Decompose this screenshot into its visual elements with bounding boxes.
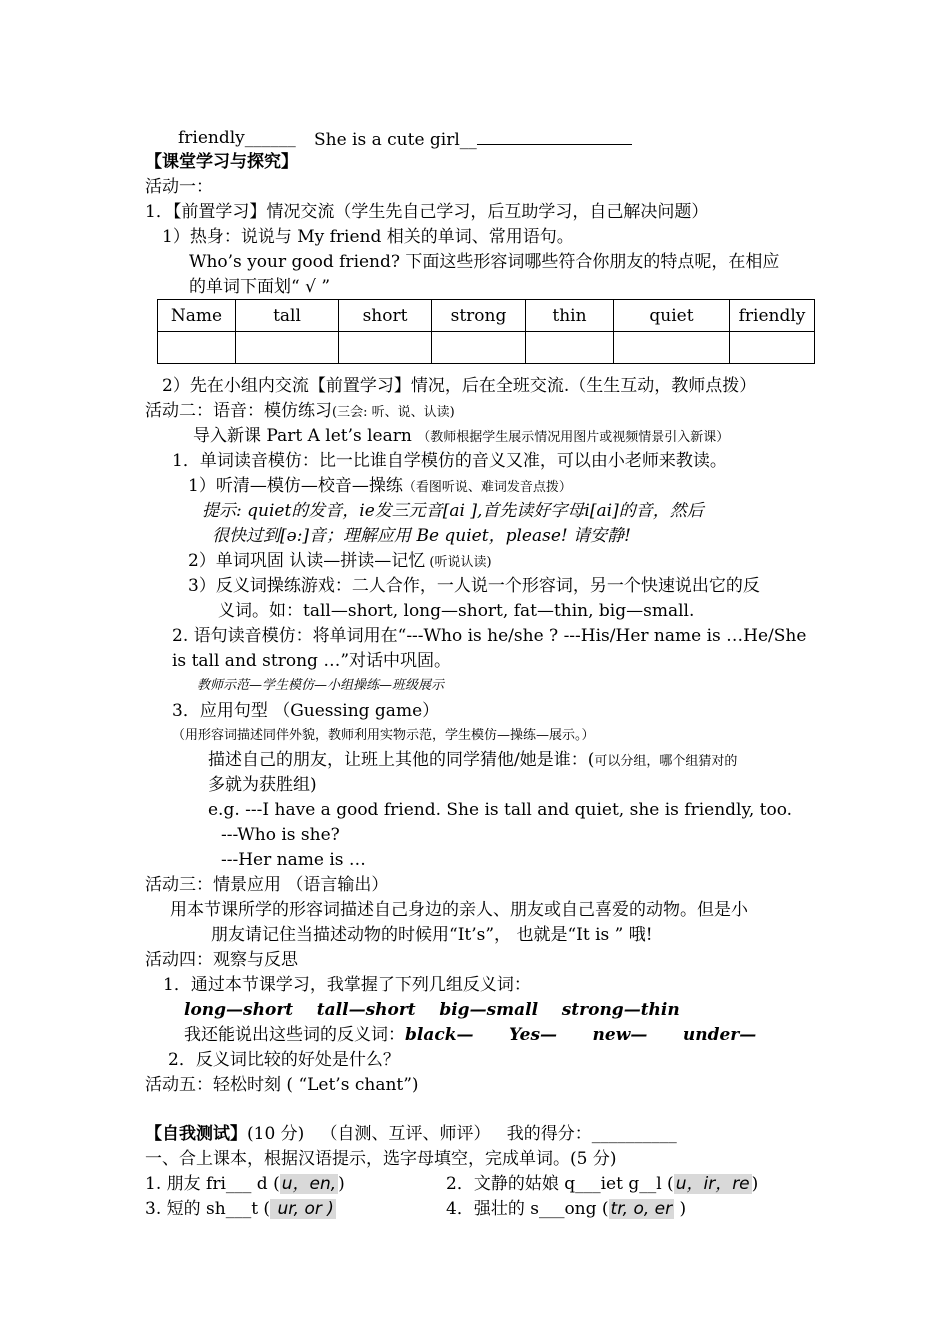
question-2-end: ) (751, 1174, 759, 1194)
apply-pattern: 3．应用句型 （Guessing game） (172, 701, 440, 721)
new-lesson-text: 导入新课 Part A let’s learn (193, 426, 418, 446)
antonyms-learned: 1．通过本节课学习，我掌握了下列几组反义词： (163, 975, 531, 995)
table-cell[interactable] (432, 332, 526, 364)
cute-girl-text: She is a cute girl__ (314, 130, 477, 150)
blank-cute-girl (314, 127, 632, 151)
self-test-title: 【自我测试】 (145, 1124, 247, 1144)
adjective-table (157, 299, 815, 364)
table-header: short (339, 300, 432, 332)
table-header: thin (526, 300, 614, 332)
table-cell[interactable] (339, 332, 432, 364)
question-4[interactable] (446, 1198, 686, 1220)
question-2-options: u，ir，re (675, 1174, 750, 1194)
good-friend-question-cont: 的单词下面划“ √ ” (189, 277, 331, 297)
table-cell[interactable] (236, 332, 339, 364)
example-answer: ---Her name is … (221, 850, 366, 870)
self-test-score: (10 分) （自测、互评、师评） 我的得分：__________ (247, 1124, 677, 1144)
question-2-text: 2．文静的姑娘 q___iet g__l ( (446, 1174, 674, 1194)
question-4-end: ) (674, 1199, 687, 1219)
activity-5-title: 活动五：轻松时刻 ( “Let’s chant”) (145, 1075, 419, 1095)
new-lesson-intro (193, 425, 729, 449)
question-4-text: 4．强壮的 s___ong ( (446, 1199, 609, 1219)
sentence-imitation: 2. 语句读音模仿：将单词用在“---Who is he/she ? ---His/Her name is …He/She (172, 626, 807, 646)
word-consolidation-text: 2）单词巩固 认读—拼读—记忆 (188, 551, 426, 571)
activity-2-title (145, 400, 455, 424)
question-1[interactable] (145, 1173, 345, 1195)
listen-imitate (188, 475, 572, 499)
item-pre-study: 1．【前置学习】情况交流（学生先自己学习，后互助学习，自己解决问题） (145, 202, 709, 222)
scenario-text-cont: 朋友请记住当描述动物的时候用“It’s”， 也就是“It is ” 哦! (211, 925, 653, 945)
quiet-pronunciation-tip-cont: 很快过到[ə:]音；理解应用 Be quiet，please! 请安静! (212, 526, 631, 546)
table-cell[interactable] (614, 332, 730, 364)
describe-friend-text: 描述自己的朋友，让班上其他的同学猜他/她是谁：( (208, 750, 595, 770)
describe-friend-note: 可以分组，哪个组猜对的 (594, 754, 738, 769)
self-test-instruction: 一、合上课本，根据汉语提示，选字母填空，完成单词。(5 分) (145, 1149, 617, 1169)
question-1-options: u，en, (281, 1174, 337, 1194)
describe-friend (208, 749, 737, 773)
apply-pattern-note: （用形容词描述同伴外貌，教师利用实物示范，学生模仿—操练—展示。） (172, 728, 595, 743)
antonym-game: 3）反义词操练游戏：二人合作，一人说一个形容词，另一个快速说出它的反 (188, 576, 760, 596)
antonym-benefit-question: 2．反义词比较的好处是什么？ (168, 1050, 400, 1070)
example-question: ---Who is she? (221, 825, 340, 845)
item-group-exchange: 2）先在小组内交流【前置学习】情况，后在全班交流.（生生互动，教师点拨） (162, 376, 757, 396)
question-3[interactable] (145, 1198, 336, 1220)
question-4-options: tr, o, er (610, 1199, 673, 1219)
blank-friendly: friendly______ (178, 128, 296, 148)
table-header-row (158, 300, 815, 332)
question-3-text: 3. 短的 sh___t ( (145, 1199, 271, 1219)
activity-3-title: 活动三：情景应用 （语言输出） (145, 875, 389, 895)
item-warm-up: 1）热身：说说与 My friend 相关的单词、常用语句。 (162, 227, 574, 247)
new-lesson-note: （教师根据学生展示情况用图片或视频情景引入新课） (417, 430, 730, 445)
section-heading-class-study: 【课堂学习与探究】 (145, 152, 298, 172)
table-header: friendly (730, 300, 815, 332)
describe-friend-cont: 多就为获胜组) (208, 775, 317, 795)
good-friend-question: Who’s your good friend? 下面这些形容词哪些符合你朋友的特点呢，在相应 (189, 252, 780, 272)
table-header: quiet (614, 300, 730, 332)
table-cell[interactable] (730, 332, 815, 364)
question-1-text: 1. 朋友 fri___ d ( (145, 1174, 280, 1194)
word-consolidation (188, 550, 492, 574)
table-header: Name (158, 300, 236, 332)
more-antonyms (184, 1024, 756, 1046)
table-header: strong (432, 300, 526, 332)
quiet-pronunciation-tip: 提示: quiet的发音，ie发三元音[ai ],首先读好字母i[ai]的音，然后 (202, 501, 704, 521)
scenario-text: 用本节课所学的形容词描述自己身边的亲人、朋友或自己喜爱的动物。但是小 (170, 900, 748, 920)
table-header: tall (236, 300, 339, 332)
listen-imitate-note: （看图听说、难词发音点拨） (402, 480, 572, 495)
table-row (158, 332, 815, 364)
sentence-imitation-cont: is tall and strong …”对话中巩固。 (172, 651, 452, 671)
example-sentence: e.g. ---I have a good friend. She is tall and quiet, she is friendly, too. (208, 800, 793, 820)
teaching-steps: 教师示范—学生模仿—小组操练—班级展示 (197, 678, 445, 693)
activity-4-title: 活动四：观察与反思 (145, 950, 298, 970)
table-cell[interactable] (526, 332, 614, 364)
more-antonyms-words: black— Yes— new— under— (405, 1025, 757, 1045)
activity-2-text: 活动二：语音：模仿练习 (145, 401, 332, 421)
activity-1-title: 活动一： (145, 177, 213, 197)
question-3-options: ur, or ) (272, 1199, 334, 1219)
word-consolidation-note: (听说认读) (425, 555, 492, 570)
answer-line (477, 127, 632, 145)
word-imitation: 1．单词读音模仿：比一比谁自学模仿的音义又准，可以由小老师来教读。 (172, 451, 727, 471)
antonym-pairs: long—short tall—short big—small strong—thin (184, 1000, 680, 1020)
activity-2-note: (三会: 听、说、认读) (332, 405, 455, 420)
question-2[interactable] (446, 1173, 758, 1195)
more-antonyms-text: 我还能说出这些词的反义词： (184, 1025, 405, 1045)
table-cell[interactable] (158, 332, 236, 364)
self-test-heading (145, 1123, 677, 1145)
listen-imitate-text: 1）听清—模仿—校音—操练 (188, 476, 403, 496)
question-1-end: ) (338, 1174, 345, 1194)
antonym-game-cont: 义词。如：tall—short, long—short, fat—thin, big—small. (218, 601, 695, 621)
